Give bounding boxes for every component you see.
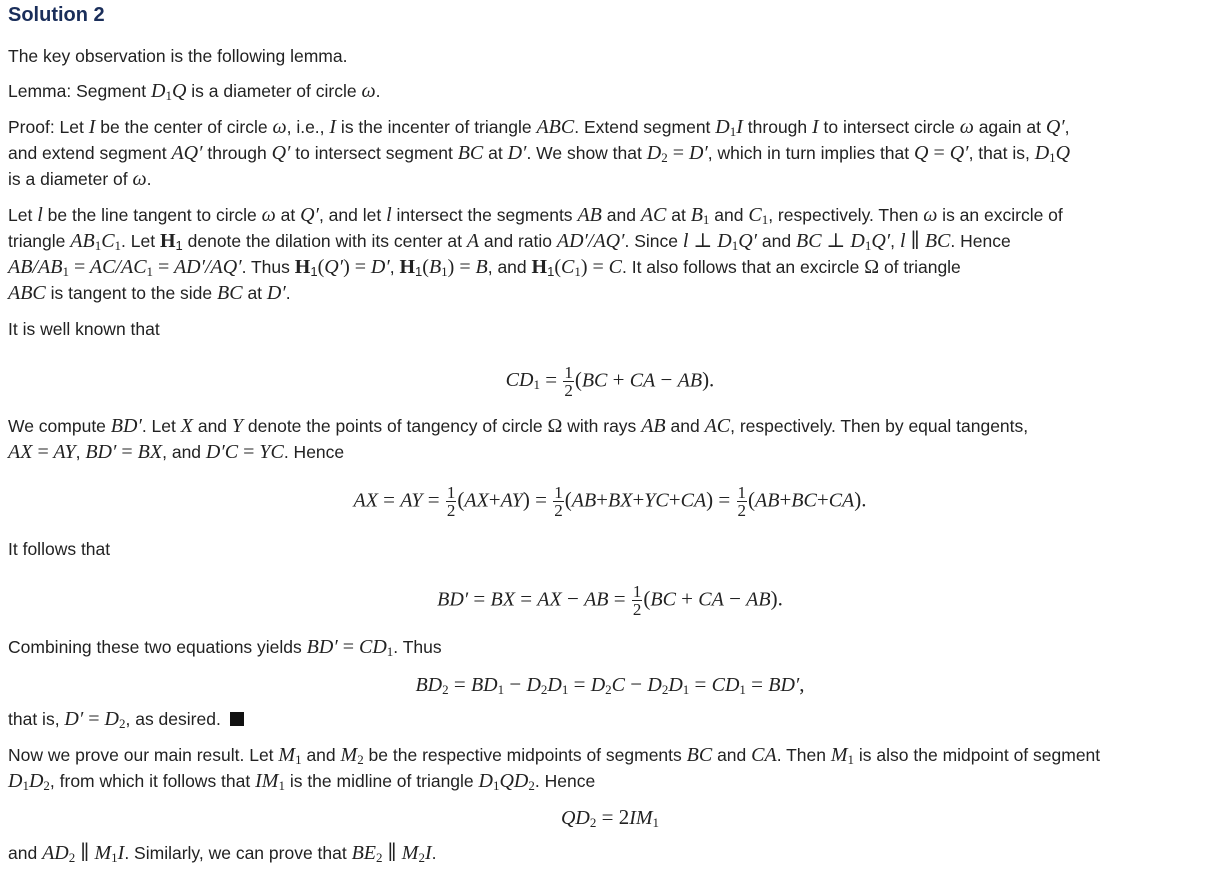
equation-qd2: $QD_2 = 2IM_1$ <box>560 805 660 830</box>
para2-line-3: $AB/AB_1 = AC/AC_1 = AD'/AQ'$. Thus $H_1(Q') = D'$, $H_1(B_1) = B$, and $H_1(C_1) = C$. It also follows that an excircle Ω of triangle <box>8 256 961 279</box>
equation-ax: AX = AY = $\frac{1}{2}$ (AX+AY) = $\frac{1}{2}$ (AB+BX+YC+CA) = $\frac{1}{2}$ (AB+BC+CA). <box>353 483 867 520</box>
para2-line-2: triangle $AB_1C_1$. Let $H_1$ denote the dilation with its center at A and ratio AD′/AQ′. Since l ⊥ $D_1Q'$ and BC ⊥ $D_1Q'$, l ∥ BC. Hence <box>8 230 1011 253</box>
combining-line: Combining these two equations yields $BD' = CD_1$. Thus <box>8 636 442 659</box>
equation-cd1: $CD_1$ = $\frac{1}{2}$ (BC + CA − AB). <box>505 363 715 400</box>
main-line-2: $D_1D_2$, from which it follows that $IM_1$ is the midline of triangle $D_1QD_2$. Hence <box>8 770 596 793</box>
compute-line-1: We compute BD′. Let X and Y denote the points of tangency of circle Ω with rays AB and AC, respectively. Then by equal tangents, <box>8 415 1029 437</box>
qed-square-icon <box>230 712 244 726</box>
well-known-line: It is well known that <box>8 319 160 339</box>
proof-line-1: Proof: Let I be the center of circle ω, i.e., I is the incenter of triangle ABC. Extend segment $D_1I$ through I to intersect circle ω again at Q′, <box>8 116 1070 139</box>
follows-line: It follows that <box>8 539 111 559</box>
compute-line-2: AX = AY, BD′ = BX, and D′C = YC. Hence <box>8 441 345 463</box>
intro-line: The key observation is the following lemma. <box>8 46 348 66</box>
equation-bd2: $BD_2 = BD_1 - D_2D_1 = D_2C - D_2D_1 = CD_1 = BD'$, <box>415 672 805 697</box>
equation-bd-prime: BD′ = BX = AX − AB = $\frac{1}{2}$ (BC + CA − AB). <box>437 582 783 619</box>
lemma-line: Lemma: Segment $D_1Q$ is a diameter of circle ω. <box>8 80 381 103</box>
proof-line-2: and extend segment AQ′ through Q′ to intersect segment BC at D′. We show that $D_2 = D'$, which in turn implies that Q = Q′, that is, $D_1Q$ <box>8 142 1071 165</box>
para2-line-1: Let l be the line tangent to circle ω at Q′, and let l intersect the segments AB and AC at $B_1$ and $C_1$, respectively. Then ω is an excircle of <box>8 204 1063 227</box>
para2-line-4: ABC is tangent to the side BC at D′. <box>8 282 291 304</box>
section-heading: Solution 2 <box>8 4 105 26</box>
proof-line-3: is a diameter of ω. <box>8 168 152 190</box>
main-line-1: Now we prove our main result. Let $M_1$ and $M_2$ be the respective midpoints of segments BC and CA. Then $M_1$ is also the midpoint of segment <box>8 744 1101 767</box>
last-line: and $AD_2$ ∥ $M_1I$. Similarly, we can prove that $BE_2$ ∥ $M_2I$. <box>8 842 437 865</box>
thatis-line: that is, $D' = D_2$, as desired. <box>8 706 244 732</box>
